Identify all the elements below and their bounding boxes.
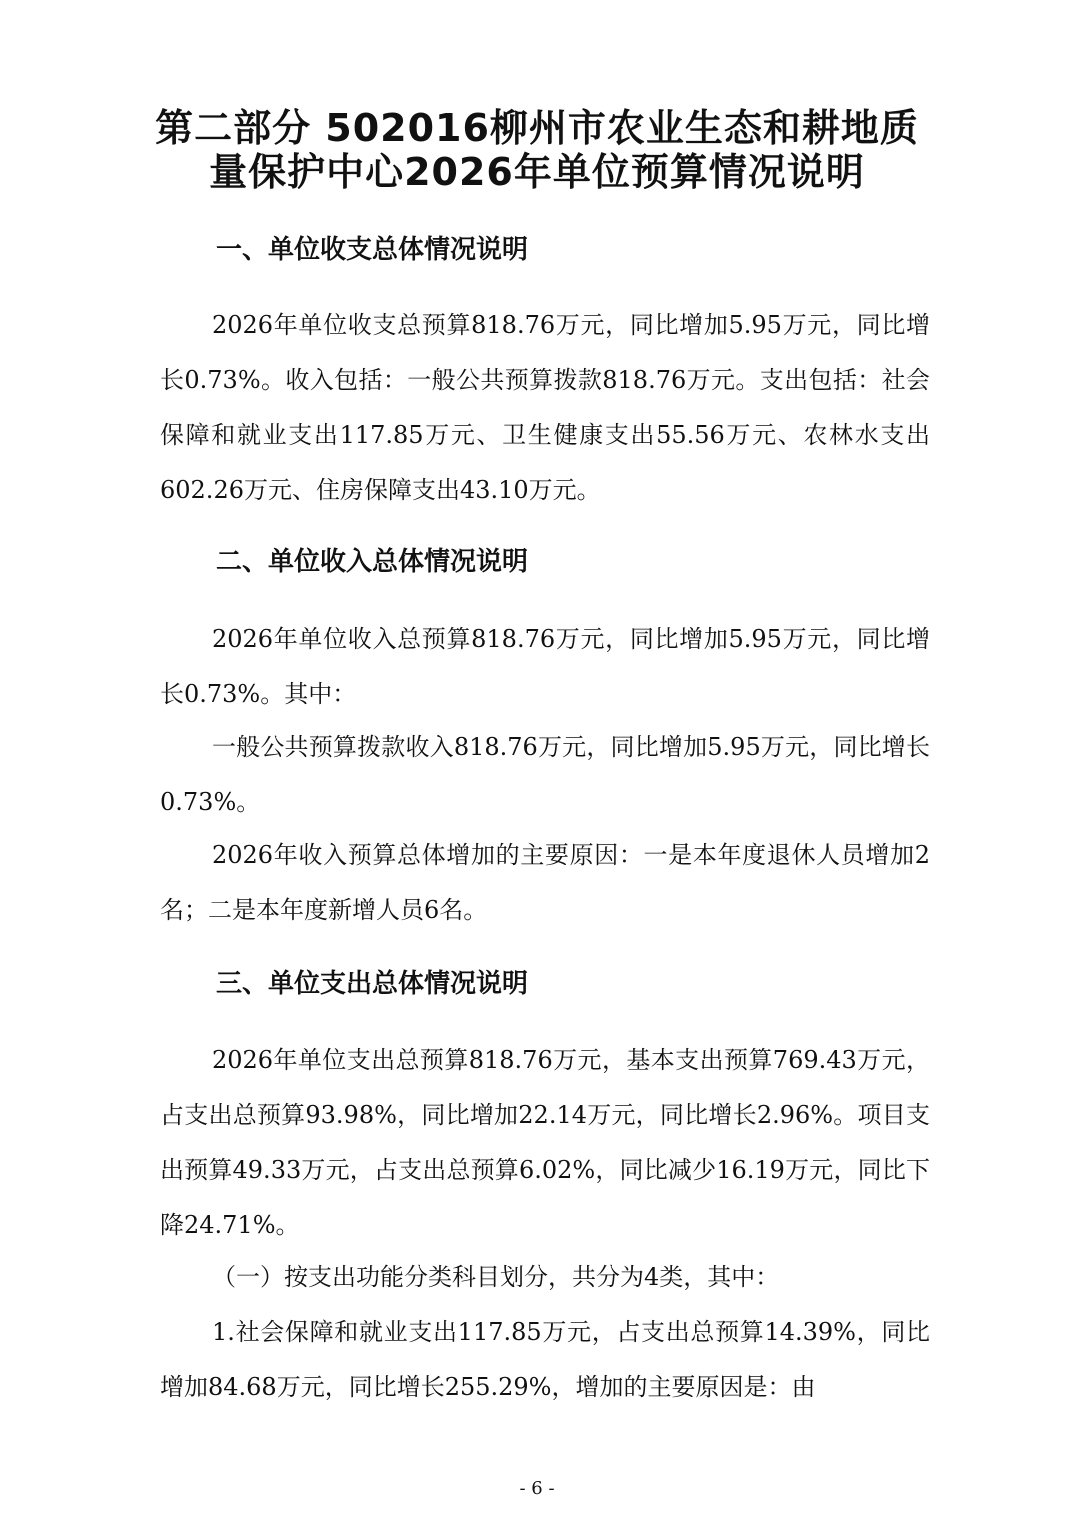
section-1-paragraph-1: 2026年单位收支总预算818.76万元，同比增加5.95万元，同比增长0.73%。收入包括：一般公共预算拨款818.76万元。支出包括：社会保障和就业支出117.85万元、卫生健康支出55.56万元、农林水支出602.26万元、住房保障支出43.10万元。 [160, 311, 930, 504]
section-3-paragraph-1: 2026年单位支出总预算818.76万元，基本支出预算769.43万元，占支出总预算93.98%，同比增加22.14万元，同比增长2.96%。项目支出预算49.33万元，占支出总预算6.02%，同比减少16.19万元，同比下降24.71%。 [160, 1046, 930, 1239]
title-line-2: 量保护中心2026年单位预算情况说明 [209, 150, 865, 194]
section-2-paragraph-1: 2026年单位收入总预算818.76万元，同比增加5.95万元，同比增长0.73%。其中： [160, 625, 930, 708]
page-number: - 6 - [519, 1478, 555, 1499]
section-2-heading: 二、单位收入总体情况说明 [216, 547, 529, 577]
section-1-heading: 一、单位收支总体情况说明 [216, 235, 529, 265]
section-2-paragraph-2: 一般公共预算拨款收入818.76万元，同比增加5.95万元，同比增长0.73%。 [160, 733, 930, 816]
section-3-paragraph-3: 1.社会保障和就业支出117.85万元，占支出总预算14.39%，同比增加84.68万元，同比增长255.29%，增加的主要原因是：由 [160, 1318, 930, 1401]
title-line-1: 第二部分 502016柳州市农业生态和耕地质 [155, 106, 919, 150]
page-title [100, 106, 974, 194]
section-2-paragraph-3: 2026年收入预算总体增加的主要原因：一是本年度退休人员增加2名；二是本年度新增人员6名。 [160, 841, 930, 924]
section-3-heading: 三、单位支出总体情况说明 [216, 969, 529, 999]
section-3-paragraph-2: （一）按支出功能分类科目划分，共分为4类，其中： [212, 1263, 780, 1291]
